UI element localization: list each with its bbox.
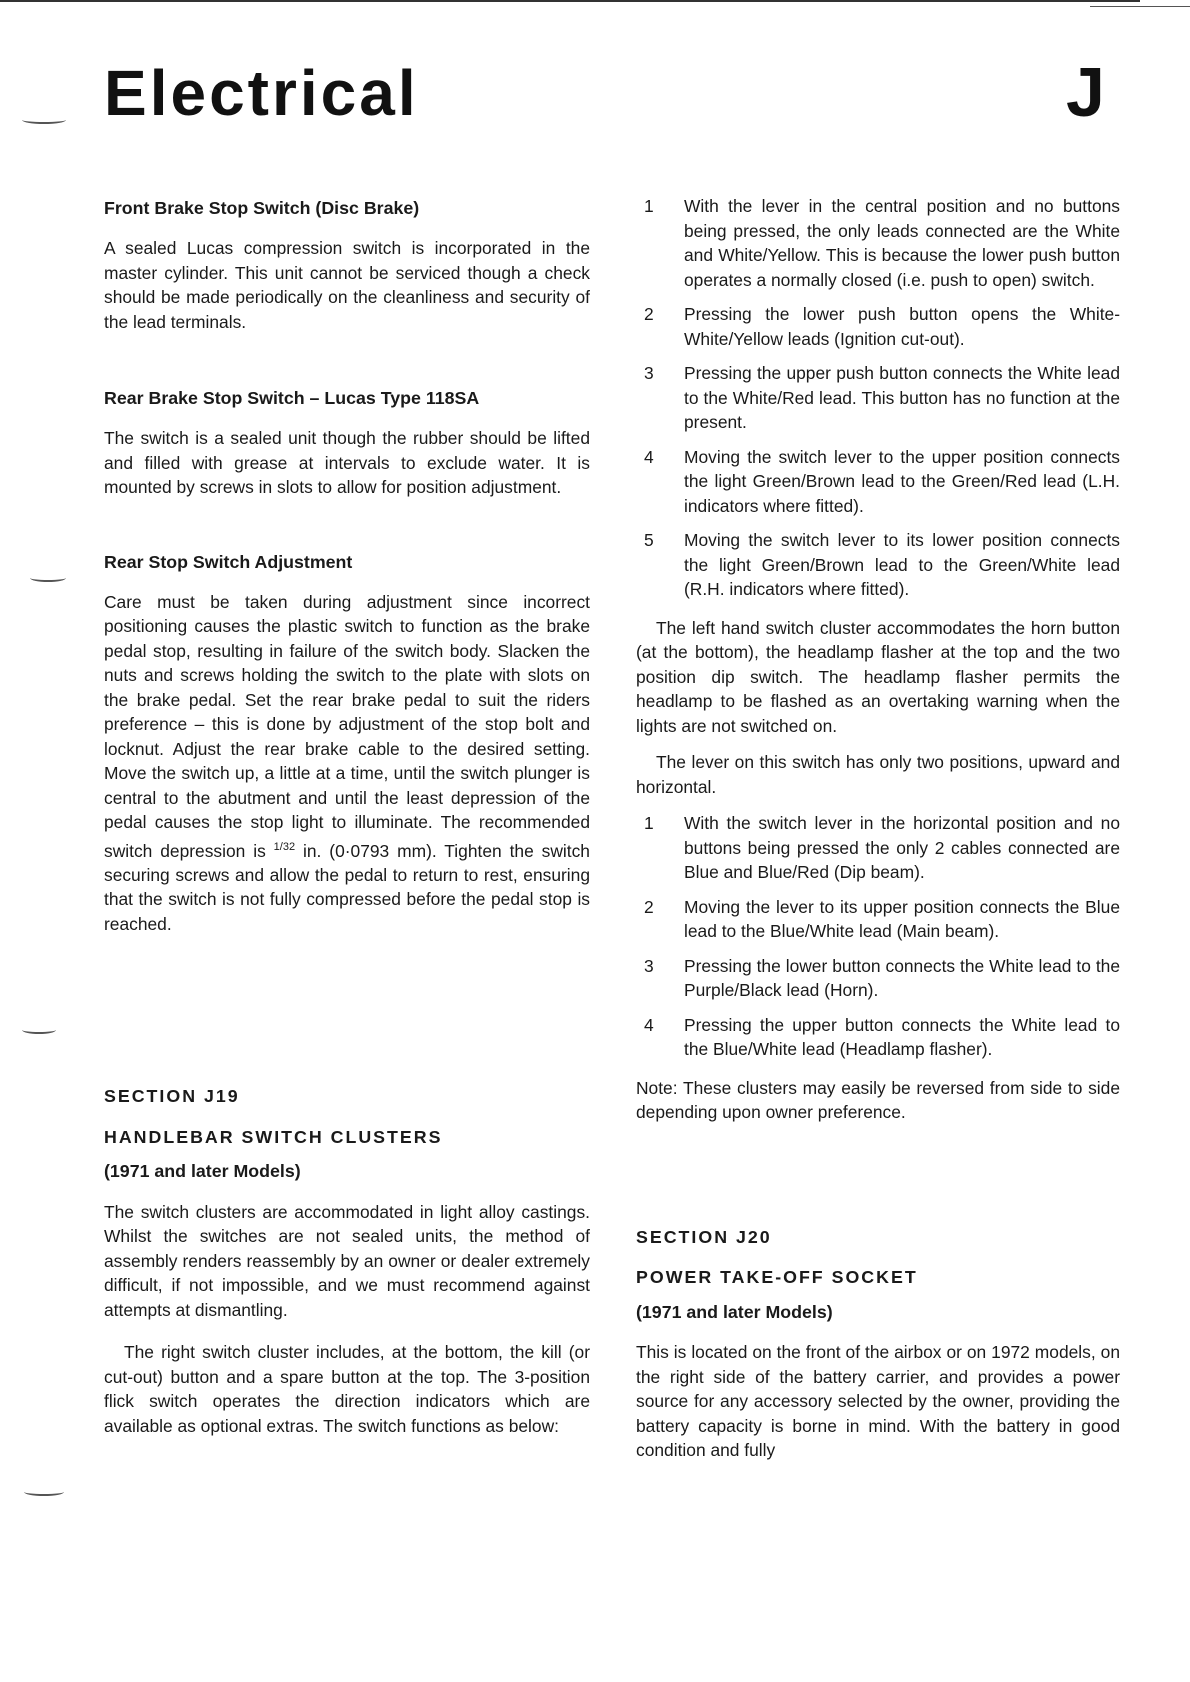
- section-j19-models: (1971 and later Models): [104, 1161, 301, 1182]
- page-title: Electrical: [104, 57, 419, 129]
- list-item: 5 Moving the switch lever to its lower position connects the light Green/Brown lead to the Green/White lead (R.H. indicators where fitted).: [644, 530, 1120, 599]
- punch-mark: [22, 116, 66, 124]
- j20-para: This is located on the front of the airbox or on 1972 models, on the right side of the battery carrier, and provides a power source for any accessory selected by the owner, providing the battery capacity is borne in mind. With the battery in good condition and fully: [636, 1342, 1120, 1460]
- j19-para-2: The right switch cluster includes, at the bottom, the kill (or cut-out) button and a spare button at the top. The 3-position flick switch operates the direction indicators which are available as optional extras. The switch functions as below:: [104, 1342, 590, 1436]
- section-j20-models: (1971 and later Models): [636, 1301, 833, 1322]
- section-j20-label: SECTION J20: [636, 1226, 772, 1247]
- list-item: 2 Moving the lever to its upper position connects the Blue lead to the Blue/White lead (Main beam).: [644, 896, 1120, 941]
- right-column: [636, 194, 1120, 1463]
- lever-para: The lever on this switch has only two positions, upward and horizontal.: [636, 752, 1120, 797]
- punch-mark: [30, 574, 66, 582]
- section-letter: J: [1066, 53, 1105, 131]
- section-j19-title: HANDLEBAR SWITCH CLUSTERS: [104, 1126, 443, 1147]
- rear-adjust-text-1: Care must be taken during adjustment since incorrect positioning causes the plastic switch to function as the brake pedal stop, resulting in failure of the switch body. Slacken the nuts and screws holding the switch to the plate with slots on the brake pedal. Set the rear brake pedal to suit the riders preference – this is done by adjustment of the stop bolt and locknut. Adjust the rear brake cable to the desired setting. Move the switch up, a little at a time, until the switch plunger is central to the abutment and until the least depression of the pedal causes the stop light to illuminate. The recommended switch depression is: [104, 591, 590, 861]
- list-item: 3 Pressing the upper push button connects the White lead to the White/Red lead. This button has no function at the present.: [644, 363, 1120, 432]
- left-column: [104, 196, 590, 1438]
- list-item: 3 Pressing the lower button connects the White lead to the Purple/Black lead (Horn).: [644, 955, 1120, 1000]
- list-item: 4 Pressing the upper button connects the White lead to the Blue/White lead (Headlamp flasher).: [644, 1014, 1120, 1059]
- rear-adjust-heading: Rear Stop Switch Adjustment: [104, 551, 353, 572]
- left-cluster-para: The left hand switch cluster accommodates the horn button (at the bottom), the headlamp flasher at the top and the two position dip switch. The headlamp flasher permits the headlamp to be flashed as an overtaking warning when the lights are not switched on.: [636, 617, 1120, 736]
- front-brake-heading: Front Brake Stop Switch (Disc Brake): [104, 198, 420, 218]
- list-item: 4 Moving the switch lever to the upper position connects the light Green/Brown lead to the Green/Red lead (L.H. indicators where fitted).: [644, 446, 1120, 516]
- section-j20-title: POWER TAKE-OFF SOCKET: [636, 1267, 918, 1287]
- rear-brake-body: The switch is a sealed unit though the rubber should be lifted and filled with grease at intervals to exclude water. It is mounted by screws in slots to allow for position adjustment.: [104, 428, 590, 497]
- list-item: 1 With the switch lever in the horizontal position and no buttons being pressed the only 2 cables connected are Blue and Blue/Red (Dip beam).: [644, 813, 1120, 882]
- top-rule: [0, 0, 1140, 2]
- list-item: 1 With the lever in the central position and no buttons being pressed, the only leads connected are the White and White/Yellow. This is because the lower push button operates a normally closed (i.e. push to open) switch.: [644, 196, 1120, 290]
- rear-brake-heading: Rear Brake Stop Switch – Lucas Type 118SA: [104, 388, 480, 408]
- punch-mark: [24, 1488, 64, 1496]
- rear-adjust-body: [104, 590, 590, 937]
- front-brake-body: A sealed Lucas compression switch is incorporated in the master cylinder. This unit cannot be serviced though a check should be made periodically on the cleanliness and security of the lead terminals.: [104, 238, 590, 332]
- right-cluster-list: [636, 194, 1120, 602]
- note-para: Note: These clusters may easily be reversed from side to side depending upon owner preference.: [636, 1077, 1120, 1122]
- left-cluster-list: [636, 811, 1120, 1062]
- punch-mark: [22, 1026, 56, 1034]
- section-j19-label: SECTION J19: [104, 1086, 240, 1107]
- list-item: 2 Pressing the lower push button opens the White-White/Yellow leads (Ignition cut-out).: [644, 304, 1120, 349]
- fraction-value: 1/32: [273, 840, 296, 853]
- j19-para-1: The switch clusters are accommodated in light alloy castings. Whilst the switches are not sealed units, the method of assembly renders reassembly by an owner or dealer extremely difficult, if not impossible, and we must recommend against attempts at dismantling.: [104, 1201, 590, 1320]
- top-rule-short: [1090, 6, 1190, 7]
- rear-adjust-text-2: in. (0·0793 mm). Tighten the switch securing screws and allow the pedal to return to rest, ensuring that the switch is not fully compressed before the pedal stop is reached.: [104, 840, 590, 934]
